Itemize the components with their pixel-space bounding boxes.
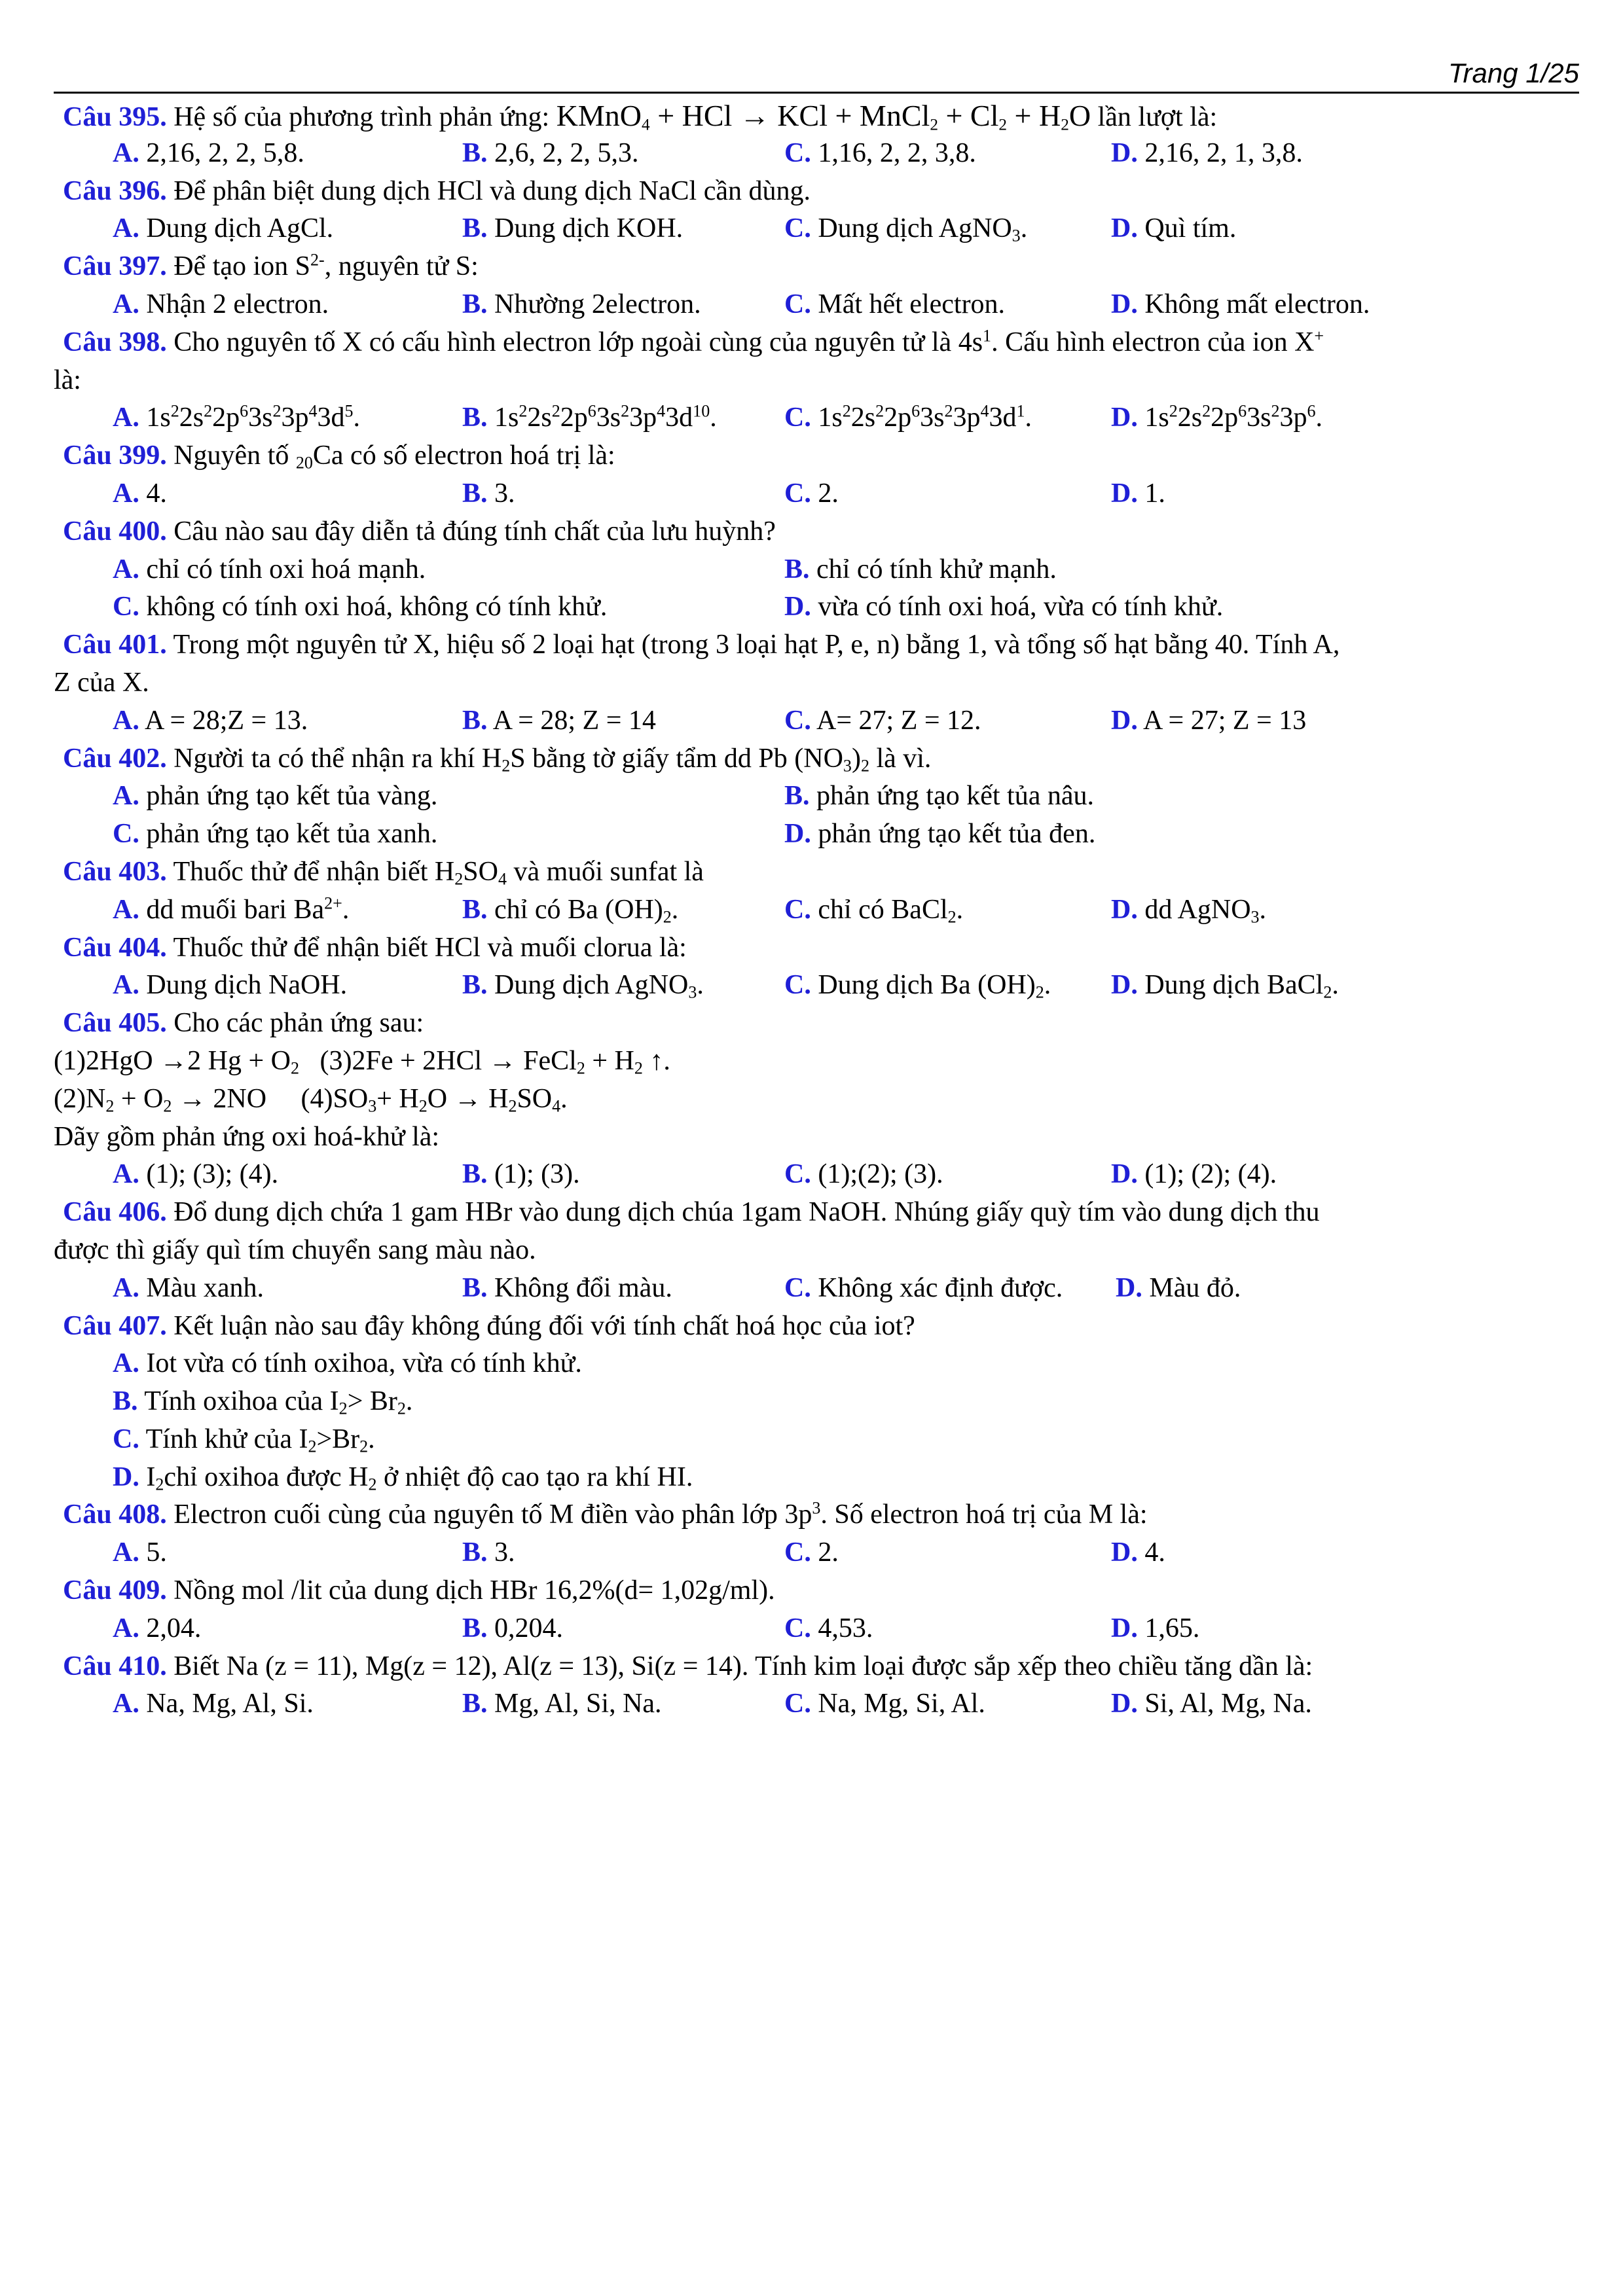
options-403 [54,891,1579,929]
option-d[interactable]: D. Quì tím. [1111,213,1237,244]
option-d[interactable]: D. $I_2chỉ$ oxihoa được $H_2$ ở nhiệt độ cao tạo ra khí HI. [113,1462,693,1494]
option-c[interactable]: C. 2. [784,478,839,509]
option-a[interactable]: A. dd muối bari $Ba^{2+}$. [113,893,350,925]
option-c[interactable]: C. 2. [784,1537,839,1568]
options-406 [54,1270,1579,1308]
option-b[interactable]: B. 2,6, 2, 2, 5,3. [462,137,639,168]
option-d[interactable]: D. phản ứng tạo kết tủa đen. [784,819,1096,850]
question-number: Câu 404. [63,932,167,963]
question-text: Nồng mol /lit của dung dịch HBr 16,2%(d= 1,02g/ml). [166,1575,775,1606]
option-d[interactable]: D. Si, Al, Mg, Na. [1111,1689,1312,1719]
option-c[interactable]: C. (1);(2); (3). [784,1159,943,1190]
option-b[interactable]: B. 0,204. [462,1613,564,1643]
options-407-d [54,1459,1579,1497]
option-a[interactable]: A. $1s^22s^22p^63s^23p^43d^5$. [113,402,361,433]
option-a[interactable]: A. 2,16, 2, 2, 5,8. [113,137,304,168]
question-400 [54,513,1579,551]
option-a[interactable]: A. chỉ có tính oxi hoá mạnh. [113,554,426,584]
option-a[interactable]: A. 4. [113,478,167,509]
question-text: Để phân biệt dung dịch HCl và dung dịch NaCl cần dùng. [166,175,811,206]
question-text: Câu nào sau đây diễn tả đúng tính chất của lưu huỳnh? [166,516,776,547]
question-409 [54,1572,1579,1610]
options-409 [54,1610,1579,1648]
question-text: Trong một nguyên tử X, hiệu số 2 loại hạt (trong 3 loại hạt P, e, n) bằng 1, và tổng số hạt bằng 40. Tính A, [166,630,1340,660]
question-403 [54,853,1579,891]
option-a[interactable]: A. Dung dịch NaOH. [113,970,348,1001]
option-d[interactable]: D. $1s^22s^22p^63s^23p^6$. [1111,402,1322,433]
question-number: Câu 403. [63,856,167,887]
question-text: Người ta có thể nhận ra khí $H_2S$ bằng tờ giấy tẩm dd Pb $(NO_3)_2$ là vì. [166,743,932,776]
option-a[interactable]: A. A = 28;Z = 13. [113,705,308,736]
question-prompt: Dãy gồm phản ứng oxi hoá-khử là: [54,1121,440,1152]
option-a[interactable]: A. Nhận 2 electron. [113,289,329,319]
option-a[interactable]: A. 2,04. [113,1613,202,1643]
option-c[interactable]: C. chỉ có BaCl$_2$. [784,894,964,927]
option-a[interactable]: A. Màu xanh. [113,1272,264,1303]
option-a[interactable]: A. (1); (3); (4). [113,1159,279,1190]
question-406 [54,1194,1579,1232]
option-b[interactable]: B. (1); (3). [462,1159,580,1190]
question-number: Câu 400. [63,516,167,547]
page-header [54,54,1579,94]
options-395 [54,135,1579,173]
question-number: Câu 397. [63,251,167,282]
option-d[interactable]: D. vừa có tính oxi hoá, vừa có tính khử. [784,592,1224,622]
options-407-a [54,1345,1579,1383]
question-407 [54,1308,1579,1346]
question-text: Cho nguyên tố X có cấu hình electron lớp ngoài cùng của nguyên tử là $4s^1$. Cấu hình electron của ion X+ [166,326,1324,357]
option-c[interactable]: C. Tính khử của $I_2>Br_2$. [113,1424,375,1456]
question-text: Biết Na (z = 11), Mg(z = 12), Al(z = 13), Si(z = 14). Tính kim loại được sắp xếp theo chiều tăng dần là: [166,1651,1313,1681]
option-c[interactable]: C. Dung dịch AgNO$_3$. [784,213,1028,245]
option-c[interactable]: C. không có tính oxi hoá, không có tính khử. [113,592,608,622]
option-c[interactable]: C. Mất hết electron. [784,289,1006,319]
options-405 [54,1156,1579,1194]
option-d[interactable]: D. 1,65. [1111,1613,1200,1643]
question-text: Nguyên tố $_{20}$Ca có số electron hoá trị là: [166,440,615,473]
option-b[interactable]: B. $1s^22s^22p^63s^23p^43d^{10}$. [462,402,717,433]
options-404 [54,967,1579,1005]
options-400-row1 [54,551,1579,589]
option-b[interactable]: B. Dung dịch KOH. [462,213,684,244]
question-number: Câu 408. [63,1499,167,1530]
question-401 [54,626,1579,664]
option-b[interactable]: B. A = 28; Z = 14 [462,705,656,736]
question-number: Câu 410. [63,1651,167,1681]
option-b[interactable]: B. 3. [462,478,515,509]
question-number: Câu 406. [63,1197,167,1228]
option-c[interactable]: C. 4,53. [784,1613,873,1643]
question-395: Câu 395. Hệ số của phương trình phản ứng: KMnO$_4$ + HCl → KCl + MnCl$_2$ + $Cl_2 + H_2O$ lần lượt là: [63,99,1218,134]
page-number: Trang 1/25 [1448,58,1579,88]
question-number: Câu 395. [63,102,167,132]
option-a[interactable]: A. Dung dịch AgCl. [113,213,334,244]
option-a[interactable]: A. 5. [113,1537,167,1568]
option-b[interactable]: B. Nhường 2electron. [462,289,701,319]
question-text: Electron cuối cùng của nguyên tố M điền vào phân lớp $3p^3$. Số electron hoá trị của M là: [166,1499,1148,1530]
question-397 [54,248,1579,286]
question-text-continued: được thì giấy quì tím chuyển sang màu nào. [54,1234,536,1265]
question-405 [54,1005,1579,1043]
question-text: Thuốc thử để nhận biết HCl và muối clorua là: [166,932,687,963]
options-401 [54,702,1579,740]
option-c[interactable]: C. phản ứng tạo kết tủa xanh. [113,819,438,850]
reaction-line-1: (1)2HgO →2 $Hg + O_2$ (3)2Fe + 2HCl → FeCl$_2$ + $H_2$ ↑. [54,1045,670,1078]
option-b[interactable]: B. Mg, Al, Si, Na. [462,1689,662,1719]
question-number: Câu 402. [63,743,167,774]
options-410 [54,1685,1579,1723]
question-text: Cho các phản ứng sau: [166,1008,424,1039]
options-402-row2 [54,816,1579,853]
option-c[interactable]: C. Dung dịch Ba $(OH)_2$. [784,970,1051,1002]
question-text-continued: là: [54,365,81,395]
option-b[interactable]: B. Không đổi màu. [462,1272,672,1303]
option-b[interactable]: B. chỉ có tính khử mạnh. [784,554,1057,584]
options-402-row1 [54,778,1579,816]
question-399 [54,437,1579,475]
options-397 [54,286,1579,324]
question-text: Hệ số của phương trình phản ứng: [166,102,556,132]
option-d[interactable]: D. Không mất electron. [1111,289,1370,319]
option-d[interactable]: D. 4. [1111,1537,1165,1568]
question-number: Câu 399. [63,440,167,471]
question-396 [54,173,1579,211]
question-list [54,97,1579,1723]
question-text: Thuốc thử để nhận biết $H_2SO_4$ và muối sunfat là [166,856,704,889]
reaction-equation: KMnO$_4$ + HCl → KCl + MnCl$_2$ + $Cl_2 + H_2O$ [556,99,1091,134]
question-text-continued: Z của X. [54,667,149,698]
question-number: Câu 405. [63,1008,167,1039]
options-399 [54,475,1579,513]
options-408 [54,1534,1579,1572]
question-410 [54,1648,1579,1686]
question-text: Kết luận nào sau đây không đúng đối với tính chất hoá học của iot? [166,1310,915,1341]
option-b[interactable]: B. Dung dịch AgNO$_3$. [462,970,704,1002]
question-398 [54,324,1579,362]
option-d[interactable]: D. dd AgNO$_3$. [1111,894,1267,927]
option-a[interactable]: A. phản ứng tạo kết tủa vàng. [113,781,438,812]
option-c[interactable]: C. Na, Mg, Si, Al. [784,1689,985,1719]
option-a[interactable]: A. Iot vừa có tính oxihoa, vừa có tính khử. [113,1348,582,1379]
option-c[interactable]: C. $1s^22s^22p^63s^23p^43d^1$. [784,402,1032,433]
options-398 [54,399,1579,437]
option-d[interactable]: D. 2,16, 2, 1, 3,8. [1111,137,1303,168]
option-c[interactable]: C. Không xác định được. [784,1272,1063,1303]
question-text: Để tạo ion $S^{2-}$, nguyên tử S: [166,250,479,282]
option-c[interactable]: C. A= 27; Z = 12. [784,705,981,736]
question-number: Câu 398. [63,327,167,357]
option-d[interactable]: D. Màu đỏ. [1116,1272,1241,1303]
question-number: Câu 409. [63,1575,167,1606]
option-d[interactable]: D. Dung dịch BaCl$_2$. [1111,970,1339,1002]
option-d[interactable]: D. 1. [1111,478,1165,509]
option-c[interactable]: C. 1,16, 2, 2, 3,8. [784,137,976,168]
question-number: Câu 407. [63,1310,167,1341]
option-b[interactable]: B. 3. [462,1537,515,1568]
option-b[interactable]: B. chỉ có Ba $(OH)_2$. [462,894,679,927]
option-d[interactable]: D. A = 27; Z = 13 [1111,705,1307,736]
options-407-c [54,1421,1579,1459]
option-a[interactable]: A. Na, Mg, Al, Si. [113,1689,314,1719]
option-b[interactable]: B. phản ứng tạo kết tủa nâu. [784,781,1094,812]
question-number: Câu 396. [63,175,167,206]
question-number: Câu 401. [63,630,167,660]
reaction-line-2: $(2)N_2 + O_2 \to 2NO$ $(4)SO_3+ H_2O \to H_2SO_4$. [54,1083,568,1116]
option-b[interactable]: B. Tính oxihoa của $I_2> Br_2$. [113,1386,413,1418]
question-text: Đổ dung dịch chứa 1 gam HBr vào dung dịch chúa 1gam NaOH. Nhúng giấy quỳ tím vào dung dịch thu [166,1197,1320,1228]
options-400-row2 [54,588,1579,626]
question-408 [54,1496,1579,1534]
question-404 [54,929,1579,967]
options-407-b [54,1383,1579,1421]
option-d[interactable]: D. (1); (2); (4). [1111,1159,1277,1190]
question-402 [54,740,1579,778]
options-396 [54,210,1579,248]
